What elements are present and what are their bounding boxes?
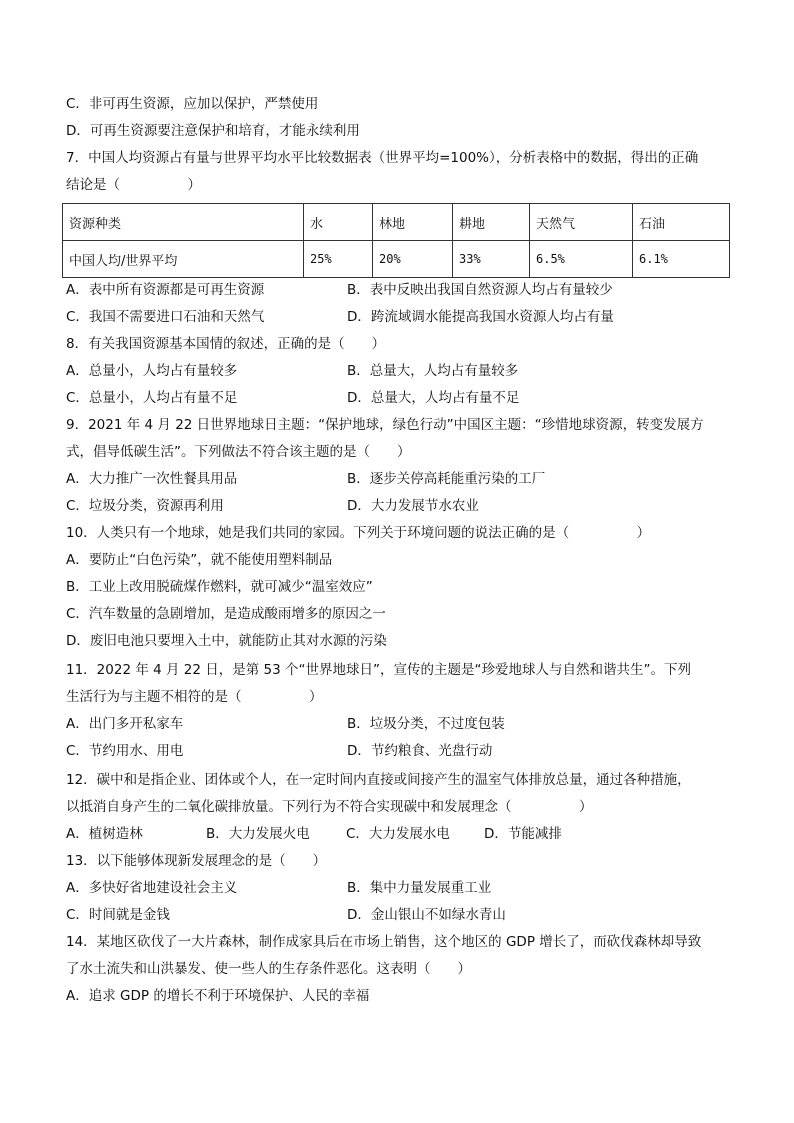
- q10-stem: 10．人类只有一个地球，她是我们共同的家园。下列关于环境问题的说法正确的是（ ）: [66, 525, 651, 541]
- resource-comparison-table: [62, 203, 730, 278]
- q10-option-d: D．废旧电池只要埋入土中，就能防止其对水源的污染: [66, 633, 387, 649]
- q10-option-b: B．工业上改用脱硫煤作燃料，就可减少“温室效应”: [66, 579, 373, 595]
- q12-option-a: A．植树造林: [66, 826, 143, 842]
- q11-option-c: C．节约用水、用电: [66, 743, 184, 759]
- table-header-cell: 林地: [373, 204, 453, 241]
- q9-option-c: C．垃圾分类，资源再利用: [66, 498, 224, 514]
- q12-option-c: C．大力发展水电: [346, 826, 450, 842]
- table-header-row: [63, 204, 730, 241]
- q12-options-row: [66, 825, 726, 843]
- q11-option-a: A．出门多开私家车: [66, 716, 184, 732]
- q9-option-d: D．大力发展节水农业: [347, 498, 479, 514]
- q7-stem-line1: 7．中国人均资源占有量与世界平均水平比较数据表（世界平均=100%），分析表格中的数据，得出的正确: [66, 150, 699, 166]
- q14-option-a: A．追求 GDP 的增长不利于环境保护、人民的幸福: [66, 988, 370, 1004]
- q13-stem: 13．以下能够体现新发展理念的是（ ）: [66, 853, 327, 869]
- q12-option-d: D．节能减排: [484, 826, 562, 842]
- table-header-cell: 天然气: [530, 204, 633, 241]
- q13-option-c: C．时间就是金钱: [66, 907, 170, 923]
- q12-stem-line1: 12．碳中和是指企业、团体或个人，在一定时间内直接或间接产生的温室气体排放总量，通过各种措施，: [66, 772, 691, 788]
- q12-option-b: B．大力发展火电: [206, 826, 310, 842]
- q9-option-a: A．大力推广一次性餐具用品: [66, 471, 238, 487]
- q7-option-d: D．跨流域调水能提高我国水资源人均占有量: [347, 309, 614, 325]
- table-header-cell: 水: [304, 204, 373, 241]
- q14-stem-line2: 了水土流失和山洪暴发、使一些人的生存条件恶化。这表明（ ）: [66, 961, 471, 977]
- q7-option-b: B．表中反映出我国自然资源人均占有量较少: [347, 282, 613, 298]
- table-cell: 6.5%: [530, 241, 633, 278]
- q8-option-a: A．总量小，人均占有量较多: [66, 363, 238, 379]
- q8-option-d: D．总量大，人均占有量不足: [347, 390, 520, 406]
- table-cell: 6.1%: [633, 241, 730, 278]
- table-header-cell: 石油: [633, 204, 730, 241]
- q11-stem-line2: 生活行为与主题不相符的是（ ）: [66, 689, 323, 705]
- q10-option-c: C．汽车数量的急剧增加，是造成酸雨增多的原因之一: [66, 606, 386, 622]
- table-cell: 中国人均/世界平均: [63, 241, 304, 278]
- q11-option-b: B．垃圾分类，不过度包装: [347, 716, 505, 732]
- q11-stem-line1: 11．2022 年 4 月 22 日，是第 53 个“世界地球日”，宣传的主题是“珍爱地球人与自然和谐共生”。下列: [66, 662, 691, 678]
- q8-stem: 8．有关我国资源基本国情的叙述，正确的是（ ）: [66, 336, 386, 352]
- q13-option-d: D．金山银山不如绿水青山: [347, 907, 506, 923]
- q13-option-a: A．多快好省地建设社会主义: [66, 880, 238, 896]
- q14-stem-line1: 14．某地区砍伐了一大片森林，制作成家具后在市场上销售，这个地区的 GDP 增长了，而砍伐森林却导致: [66, 934, 702, 950]
- table-header-cell: 耕地: [453, 204, 530, 241]
- q9-stem-line1: 9．2021 年 4 月 22 日世界地球日主题：“保护地球，绿色行动”中国区主题：“珍惜地球资源，转变发展方: [66, 417, 704, 433]
- table-cell: 25%: [304, 241, 373, 278]
- q8-option-c: C．总量小，人均占有量不足: [66, 390, 238, 406]
- table-cell: 33%: [453, 241, 530, 278]
- q9-stem-line2: 式，倡导低碳生活”。下列做法不符合该主题的是（ ）: [66, 444, 411, 460]
- table-header-cell: 资源种类: [63, 204, 304, 241]
- table-cell: 20%: [373, 241, 453, 278]
- q9-option-b: B．逐步关停高耗能重污染的工厂: [347, 471, 546, 487]
- q7-option-c: C．我国不需要进口石油和天然气: [66, 309, 265, 325]
- q8-option-b: B．总量大，人均占有量较多: [347, 363, 519, 379]
- q13-option-b: B．集中力量发展重工业: [347, 880, 492, 896]
- q12-stem-line2: 以抵消自身产生的二氧化碳排放量。下列行为不符合实现碳中和发展理念（ ）: [66, 799, 593, 815]
- q11-option-d: D．节约粮食、光盘行动: [347, 743, 493, 759]
- q6-option-c: C．非可再生资源，应加以保护，严禁使用: [66, 96, 319, 112]
- q7-stem-line2: 结论是（ ）: [66, 177, 201, 193]
- q6-option-d: D．可再生资源要注意保护和培育，才能永续利用: [66, 123, 360, 139]
- q7-option-a: A．表中所有资源都是可再生资源: [66, 282, 265, 298]
- q10-option-a: A．要防止“白色污染”，就不能使用塑料制品: [66, 552, 333, 568]
- table-row: [63, 241, 730, 278]
